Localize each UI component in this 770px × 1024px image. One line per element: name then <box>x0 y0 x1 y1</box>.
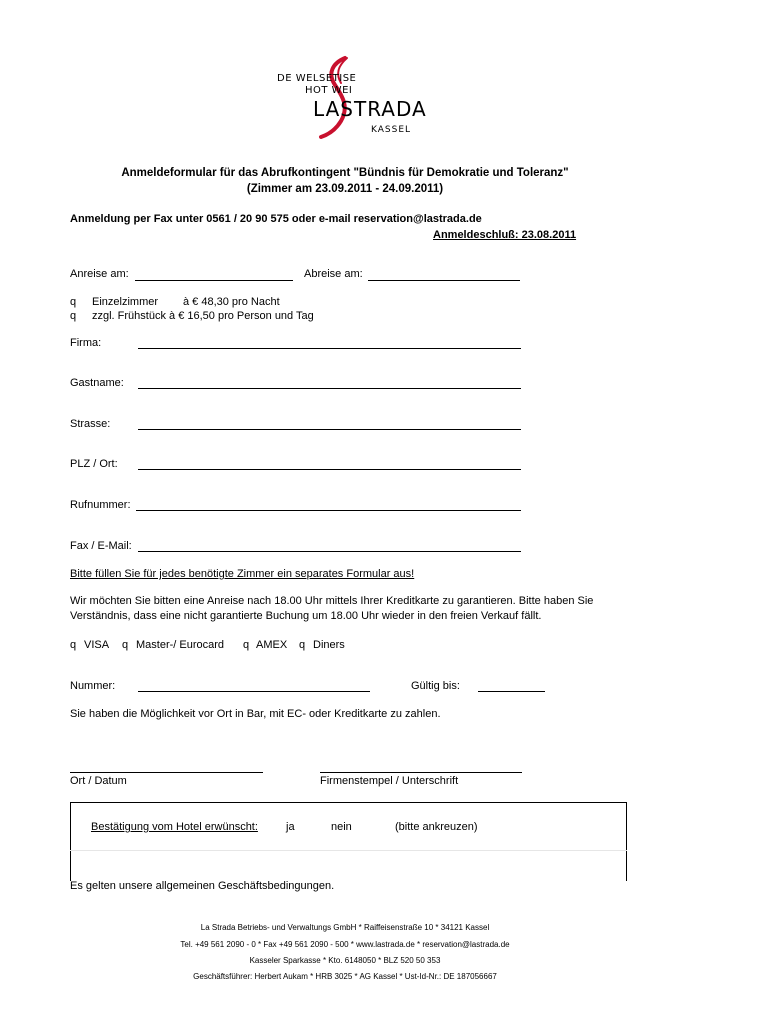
pay-on-site-note: Sie haben die Möglichkeit vor Ort in Bar, mit EC- oder Kreditkarte zu zahlen. <box>70 708 441 720</box>
logo-city: KASSEL <box>371 125 412 135</box>
hotel-logo <box>275 55 425 145</box>
departure-field[interactable] <box>368 280 520 281</box>
confirmation-no-option[interactable]: nein <box>331 821 352 833</box>
card-diners-label: Diners <box>313 639 345 651</box>
fax-email-field[interactable] <box>138 551 521 552</box>
guarantee-line1: Wir möchten Sie bitten eine Anreise nach 18.00 Uhr mittels Ihrer Kreditkarte zu garantieren. Bitte haben Sie <box>70 595 594 607</box>
place-date-field[interactable] <box>70 772 263 773</box>
fax-email-label: Fax / E-Mail: <box>70 540 132 552</box>
place-date-label: Ort / Datum <box>70 775 127 787</box>
terms-note: Es gelten unsere allgemeinen Geschäftsbedingungen. <box>70 880 335 892</box>
plz-field[interactable] <box>138 469 521 470</box>
firma-field[interactable] <box>138 348 521 349</box>
logo-line2: HOT WEI <box>305 85 353 96</box>
option-breakfast-checkbox[interactable]: q <box>70 310 77 322</box>
strasse-field[interactable] <box>138 429 521 430</box>
gastname-label: Gastname: <box>70 377 124 389</box>
strasse-label: Strasse: <box>70 418 111 430</box>
option-breakfast-label: zzgl. Frühstück à € 16,50 pro Person und Tag <box>92 310 314 322</box>
card-amex-label: AMEX <box>256 639 288 651</box>
card-master-checkbox[interactable]: q <box>122 639 129 651</box>
separate-form-note: Bitte füllen Sie für jedes benötigte Zimmer ein separates Formular aus! <box>70 568 415 580</box>
arrival-label: Anreise am: <box>70 268 129 280</box>
card-master-label: Master-/ Eurocard <box>136 639 225 651</box>
form-title-line2: (Zimmer am 23.09.2011 - 24.09.2011) <box>246 183 444 195</box>
stamp-signature-label: Firmenstempel / Unterschrift <box>320 775 459 787</box>
valid-until-label: Gültig bis: <box>411 680 460 692</box>
confirmation-hint: (bitte ankreuzen) <box>395 821 478 833</box>
footer-line4: Geschäftsführer: Herbert Aukam * HRB 3025 * AG Kassel * Ust-Id-Nr.: DE 187056667 <box>193 972 497 981</box>
footer-line3: Kasseler Sparkasse * Kto. 6148050 * BLZ 520 50 353 <box>249 956 441 965</box>
confirmation-label: Bestätigung vom Hotel erwünscht: <box>91 821 258 833</box>
logo-line1: DE WELSETISE <box>277 73 357 84</box>
guarantee-line2: Verständnis, dass eine nicht garantierte Buchung um 18.00 Uhr wieder in den freien Verkauf fällt. <box>70 610 542 622</box>
form-title-line1: Anmeldeformular für das Abrufkontingent "Bündnis für Demokratie und Toleranz" <box>121 167 569 179</box>
card-amex-checkbox[interactable]: q <box>243 639 250 651</box>
option-single-label: Einzelzimmer <box>92 296 159 308</box>
confirmation-box <box>70 802 627 881</box>
gastname-field[interactable] <box>138 388 521 389</box>
confirmation-yes-option[interactable]: ja <box>286 821 295 833</box>
option-single-price: à € 48,30 pro Nacht <box>183 296 280 308</box>
footer-line2: Tel. +49 561 2090 - 0 * Fax +49 561 2090 - 500 * www.lastrada.de * reservation@lastrada.de <box>180 940 510 949</box>
fax-instruction: Anmeldung per Fax unter 0561 / 20 90 575 oder e-mail reservation@lastrada.de <box>70 213 482 225</box>
card-number-label: Nummer: <box>70 680 116 692</box>
card-visa-label: VISA <box>84 639 110 651</box>
registration-deadline: Anmeldeschluß: 23.08.2011 <box>433 229 577 241</box>
logo-brand: LASTRADA <box>313 97 427 121</box>
firma-label: Firma: <box>70 337 102 349</box>
confirmation-divider <box>70 850 627 851</box>
rufnummer-field[interactable] <box>136 510 521 511</box>
stamp-signature-field[interactable] <box>320 772 522 773</box>
arrival-field[interactable] <box>135 280 293 281</box>
card-diners-checkbox[interactable]: q <box>299 639 306 651</box>
card-number-field[interactable] <box>138 691 370 692</box>
plz-label: PLZ / Ort: <box>70 458 118 470</box>
departure-label: Abreise am: <box>304 268 363 280</box>
valid-until-field[interactable] <box>478 691 545 692</box>
rufnummer-label: Rufnummer: <box>70 499 131 511</box>
footer-line1: La Strada Betriebs- und Verwaltungs GmbH * Raiffeisenstraße 10 * 34121 Kassel <box>200 923 490 932</box>
card-visa-checkbox[interactable]: q <box>70 639 77 651</box>
option-single-checkbox[interactable]: q <box>70 296 77 308</box>
